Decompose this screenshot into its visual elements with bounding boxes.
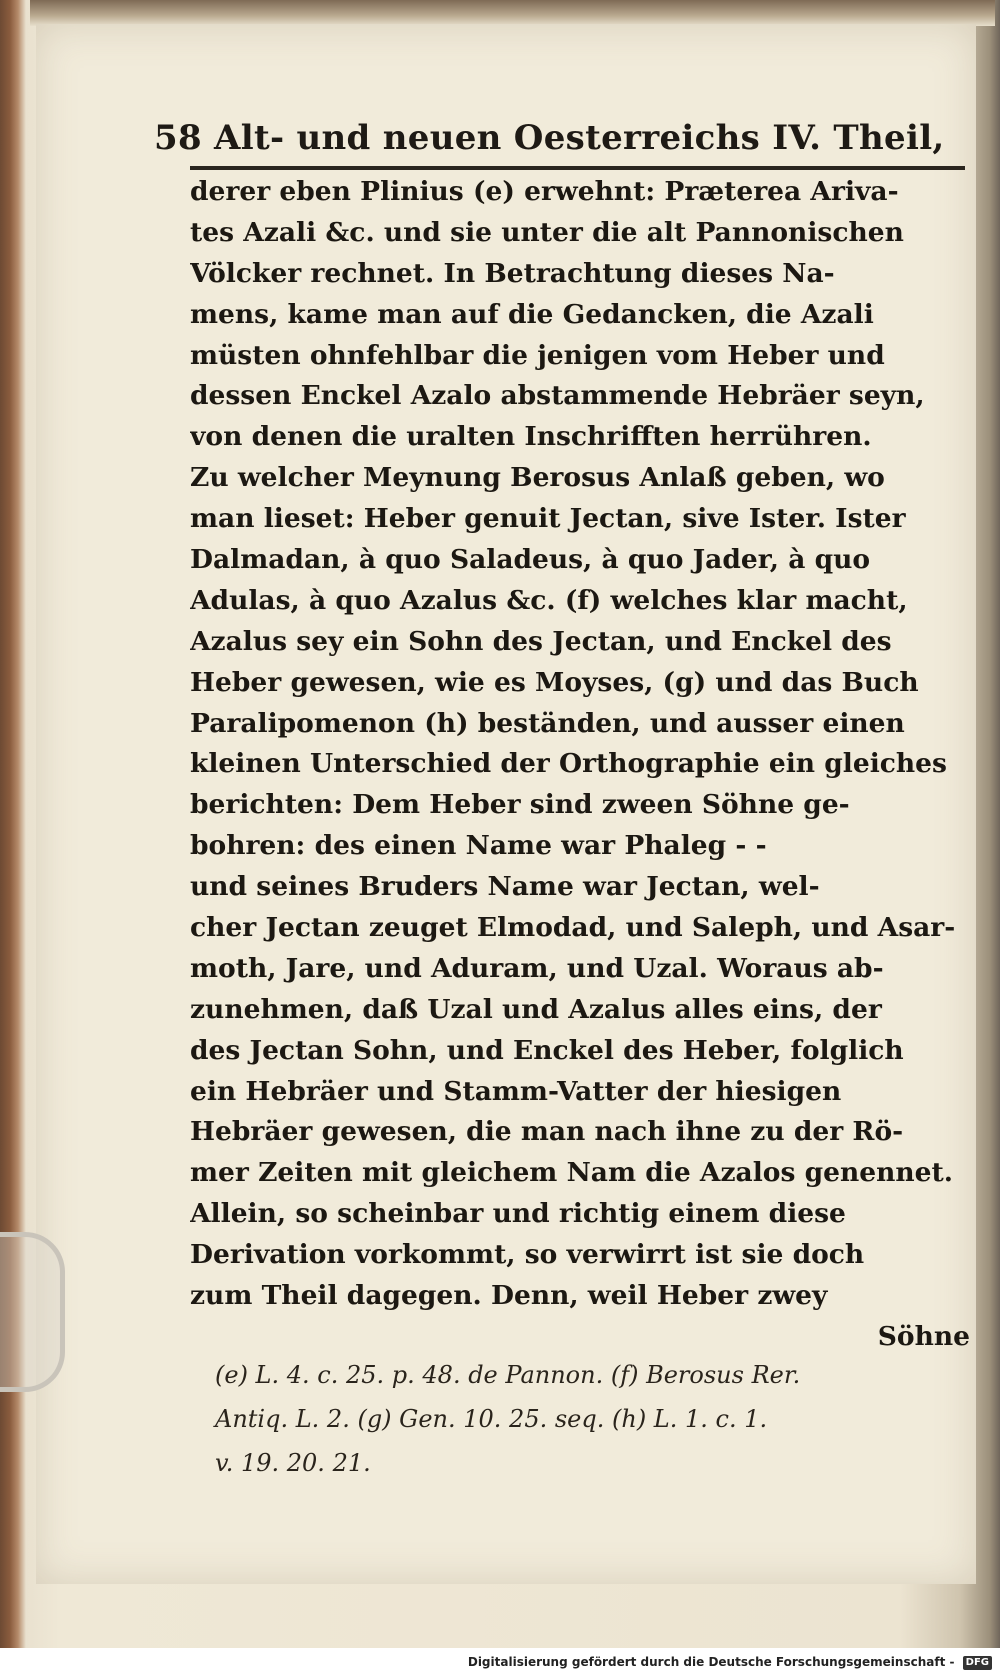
text-line: Paralipomenon (h) beständen, und ausser einen bbox=[190, 707, 905, 739]
text-line: Hebräer gewesen, die man nach ihne zu der Rö- bbox=[190, 1116, 904, 1148]
footnote-line: v. 19. 20. 21. bbox=[215, 1449, 371, 1477]
text-line: und seines Bruders Name war Jectan, wel- bbox=[190, 871, 820, 903]
text-line: Völcker rechnet. In Betrachtung dieses Na- bbox=[190, 257, 835, 289]
text-line: man lieset: Heber genuit Jectan, sive Ister. Ister bbox=[190, 503, 906, 535]
text-line: kleinen Unterschied der Orthographie ein gleiches bbox=[190, 748, 947, 780]
footnote-line: Antiq. L. 2. (g) Gen. 10. 25. seq. (h) L. 1. c. 1. bbox=[215, 1405, 768, 1433]
text-line: Azalus sey ein Sohn des Jectan, und Enckel des bbox=[190, 625, 892, 657]
text-line: dessen Enckel Azalo abstammende Hebräer seyn, bbox=[190, 380, 925, 412]
footnotes bbox=[215, 1353, 975, 1485]
text-line: Derivation vorkommt, so verwirrt ist sie doch bbox=[190, 1239, 865, 1271]
text-line: tes Azali &c. und sie unter die alt Pannonischen bbox=[190, 216, 904, 248]
text-line: Zu welcher Meynung Berosus Anlaß geben, wo bbox=[190, 462, 885, 494]
text-line: cher Jectan zeuget Elmodad, und Saleph, und Asar- bbox=[190, 912, 956, 944]
text-line: bohren: des einen Name war Phaleg - - bbox=[190, 830, 767, 862]
text-line: des Jectan Sohn, und Enckel des Heber, folglich bbox=[190, 1034, 904, 1066]
text-line: moth, Jare, und Aduram, und Uzal. Woraus ab- bbox=[190, 952, 884, 984]
text-line: von denen die uralten Inschrifften herrühren. bbox=[190, 421, 872, 453]
text-line: Dalmadan, à quo Saladeus, à quo Jader, à quo bbox=[190, 544, 871, 576]
header-rule bbox=[190, 166, 965, 170]
text-line: Allein, so scheinbar und richtig einem diese bbox=[190, 1198, 846, 1230]
body-text bbox=[190, 172, 970, 1358]
page-edge bbox=[30, 0, 995, 26]
text-line: derer eben Plinius (e) erwehnt: Præterea Ariva- bbox=[190, 176, 899, 207]
paper-clip bbox=[0, 1232, 65, 1392]
footnote-line: (e) L. 4. c. 25. p. 48. de Pannon. (f) Berosus Rer. bbox=[215, 1361, 801, 1389]
text-line: müsten ohnfehlbar die jenigen vom Heber und bbox=[190, 339, 885, 371]
digitization-credit bbox=[0, 1648, 1000, 1677]
catchword: Söhne bbox=[877, 1320, 970, 1352]
text-line: mer Zeiten mit gleichem Nam die Azalos genennet. bbox=[190, 1157, 953, 1189]
text-line: zunehmen, daß Uzal und Azalus alles eins, der bbox=[190, 993, 882, 1025]
text-line: Heber gewesen, wie es Moyses, (g) und das Buch bbox=[190, 666, 919, 698]
text-line: Adulas, à quo Azalus &c. (f) welches klar macht, bbox=[190, 584, 908, 616]
text-line: mens, kame man auf die Gedancken, die Azali bbox=[190, 298, 874, 330]
text-line: zum Theil dagegen. Denn, weil Heber zwey bbox=[190, 1280, 828, 1312]
text-line: ein Hebräer und Stamm-Vatter der hiesigen bbox=[190, 1075, 842, 1107]
credit-text: Digitalisierung gefördert durch die Deutsche Forschungsgemeinschaft - bbox=[467, 1655, 955, 1669]
page-header: 58 Alt- und neuen Oesterreichs IV. Theil, bbox=[154, 118, 945, 158]
text-line: berichten: Dem Heber sind zween Söhne ge- bbox=[190, 789, 850, 821]
dfg-logo-icon: DFG bbox=[963, 1656, 992, 1670]
